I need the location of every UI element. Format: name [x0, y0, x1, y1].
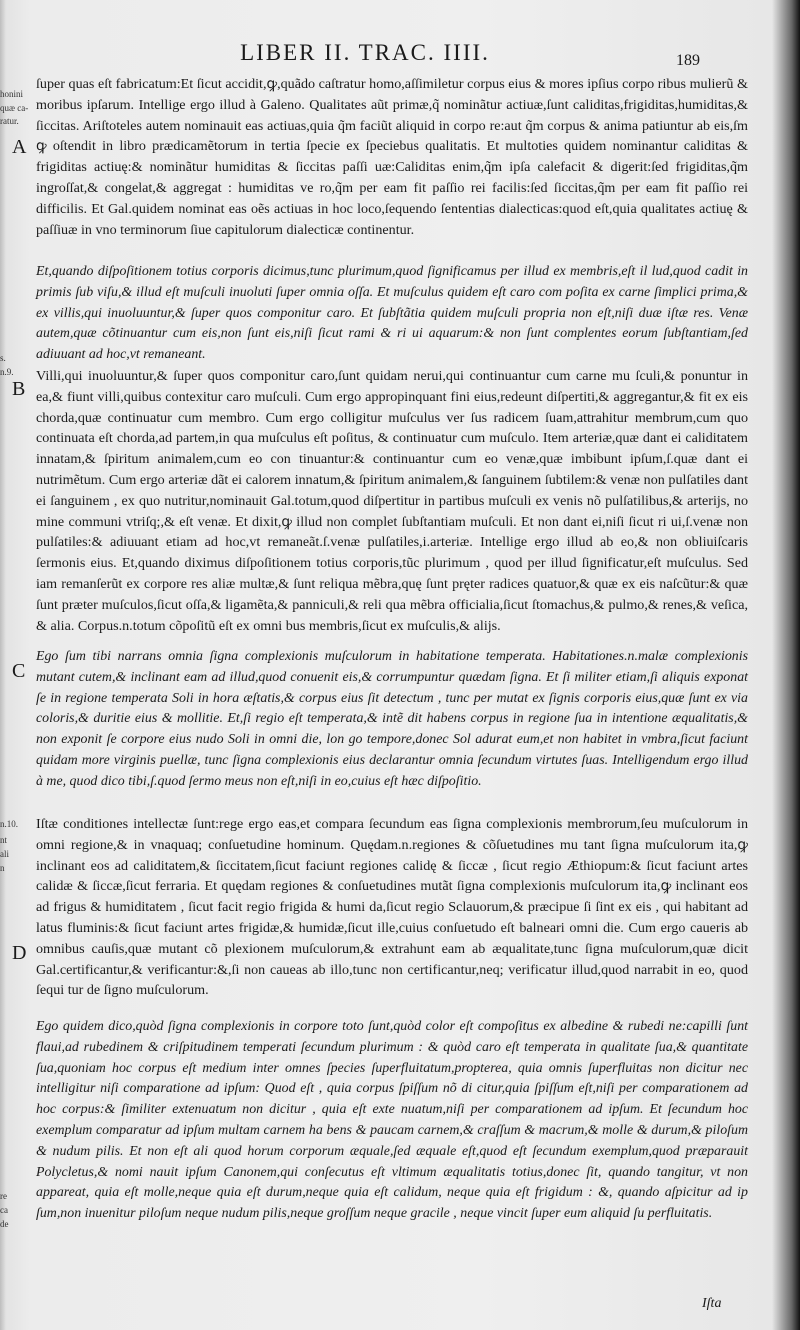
running-head: LIBER II. TRAC. IIII.	[240, 40, 490, 65]
page-number: 189	[676, 52, 700, 69]
margin-note: ali	[0, 849, 9, 859]
section-letter-d: D	[12, 942, 27, 964]
margin-note: ratur.	[0, 116, 19, 126]
paragraph-villi: Villi,qui inuoluuntur,& ſuper quos componitur caro,ſunt quidam nerui,qui continuantur cum carne mu ſculi,& ponuntur in ea,& fiunt villi,quibus contexitur caro muſculi. Cum ergo appropinquant fini eius,redeunt diſpertiti,& aggregantur,& fit ex eis chorda,quæ continuatur cum membro. Cum ergo colligitur muſculus ver ſus radicem ſuam,attrahitur membrum,cum quo continuata eſt chorda,ad partem,in qua muſculus eſt poſitus, & continuatur cum muſculo. Item arteriæ,quæ dant ei caliditatem innatam,& ſpiritum animalem,cum eo con tinuantur:& continuantur cum eo venæ,quæ imbibunt ipſum,ſ.quæ dant ei nutrimẽtum. Cum ergo arteriæ dãt ei calorem innatum,& ſpiritum animalem,& ſanguinem ſubtilem:& venæ non pulſatiles dant ei ſanguinem , ex quo nutritur,nominauit Gal.totum,quod diſpertitur in partibus muſculi ex venis nõ pulſatilibus,& arterijs, no mine communi vtriſq;,& eſt venæ. Et dixit,ꝙ illud non complet ſubſtantiam muſculi. Et non dant ei,niſi ſicut ri ui,ſ.venæ non pulſatiles:& adiuuant etiam ad hoc,vt remaneãt.ſ.venæ pulſatiles,i.arteriæ. Intellige ergo illud ab eo,& non obliuiſcaris ſermonis eius. Et,quando diximus diſpoſitionem totius corporis,tũc plurimum , quod per illud ſignificatur,eſt muſculus. Sed iam remanſerũt ex corpore res aliæ multæ,& ſunt reliqua mẽbra,quę ſunt pręter radices quatuor,& quæ ex eis naſcũtur:& quæ ſunt præter muſculos,ſicut oſſa,& ligamẽta,& panniculi,& reli qua mẽbra officialia,ſicut ſtomachus,& pulmo,& renes,& veſica, & alia. Corpus.n.totum cõpoſitũ eſt ex omni bus membris,ſicut ex muſculis,& alijs.	[36, 368, 748, 634]
margin-note: quæ ca-	[0, 103, 29, 113]
section-letter-b: B	[12, 378, 26, 400]
margin-note: ca	[0, 1205, 8, 1215]
margin-note: nt	[0, 835, 8, 845]
margin-note: honini	[0, 89, 24, 99]
margin-note: re	[0, 1191, 7, 1201]
paragraph-signs-complexion: Ego ſum tibi narrans omnia ſigna complexionis muſculorum in habitatione temperata. Habitationes.n.malæ complexionis mutant cutem,& inclinant eam ad illud,quod conuenit eis,& corrumpuntur quædam ſigna. Et ſi militer etiam,ſi aliquis exponat ſe in regione temperata Soli in hora æſtatis,& corpus eius ſit detectum , tunc per mutat ex ſignis corporis eius,quæ ſunt ex via coloris,& duritie eius & mollitie. Et,ſi regio eſt temperata,& intẽ dit habens corpus in regione ſua in intentione æqualitatis,& non exponit ſe corpore eius nudo Soli in omni die, lon go tempore,donec Sol adurat eum,et non habitet in vmbra,ſicut faciunt quidam more virginis puellæ, tunc ſigna complexionis eius declarantur omnia ſecundum virtutes ſuas. Intelligendum ergo illud à me, quod dico tibi,ſ.quod ſermo meus non eſt,niſi in eo,cuius eſt hæc diſpoſitio.	[36, 649, 748, 789]
paragraph-ego-dico: Ego quidem dico,quòd ſigna complexionis in corpore toto ſunt,quòd color eſt compoſitus ex albedine & rubedi ne:capilli ſunt flaui,ad rubedinem & criſpitudinem temperati ſecundum plurimum : & quòd caro eſt temperata in qualitate ſua,& quantitate ſua,quoniam hoc corpus eſt medium inter omnes ſpecies ſuperfluitatum,propterea, quia omnis ſuperfluitas non dicitur nec intelligitur niſi comparatione ad ipſum: Quod eſt , quia corpus ſpiſſum nõ di citur,quia ſpiſſum eſt,niſi per comparationem ad hoc corpus:& ſimiliter extenuatum non dicitur , quia eſt exte nuatum,niſi per comparationem ad ipſum. Et ſecundum hoc exemplum comparatur ad ipſum multam carnem ha bens & paucam carnem,& craſſum & macrum,& molle & durum,& piloſum & nudum pilis. Et non eſt ali quod horum corporum æquale,ſed æquale eſt,quod eſt ſecundum exemplum,quod præparauit Polycletus,& nomi nauit ipſum Canonem,qui conſecutus eſt vltimum æqualitatis totius,donec ſit, quando tangitur, vt non appareat, quia eſt molle,neque quia eſt durum,neque quia eſt calidum, neque quia eſt frigidum : &, quando aſpicitur ad ip ſum,non inuenitur piloſum neque nudum pilis,neque groſſum neque gracile , neque vincit ſuper eum aliquid ſu perfluitatis.	[36, 1019, 748, 1222]
margin-note: s.	[0, 353, 6, 363]
margin-note: n.10.	[0, 819, 18, 829]
margin-note: n.9.	[0, 367, 14, 377]
section-letter-a: A	[12, 136, 27, 158]
paragraph-conditions: Iſtæ conditiones intellectæ ſunt:rege ergo eas,et compara ſecundum eas ſigna complexionis membrorum,ſeu muſculorum in omni regione,& in vnaquaq; conſuetudine hominum. Quędam.n.regiones & cõſuetudines mu tant ſigna muſculorum ita,ꝙ inclinant eos ad caliditatem,& ſiccitatem,ſicut faciunt regiones calidę & ſiccæ , ſicut regio Æthiopum:& ſicut faciunt artes calidæ & ſiccæ,ſicut ferraria. Et quędam regiones & conſuetudines mutãt ſigna complexionis muſculorum ita,ꝙ inclinant eos ad frigus & humiditatem , ſicut facit regio frigida & humi da,ſicut regio Sclauorum,& præcipue ſi ſint ex eis , qui habitant ad latus fluminis:& ſicut faciunt artes frigidæ,& humidæ,ſicut ille,cuius conſuetudo eſt balneari omni die. Cum ergo caueris ab omnibus cauſis,quæ mutant cõ plexionem muſculorum,& extrahunt eam ab æqualitate,tunc ſigna muſculorum,quæ dicit Gal.certificantur,& verificantur:&,ſi non caueas ab illo,tunc non certificantur,neq; verificatur illud,quod narrabit in eo, quod ſequi tur de ſigno muſculorum.	[36, 816, 748, 999]
margin-note: de	[0, 1219, 9, 1229]
paragraph-disposition: Et,quando diſpoſitionem totius corporis dicimus,tunc plurimum,quod ſignificamus per illud ex membris,eſt il lud,quod cadit in primis ſub viſu,& illud eſt muſculi inuoluti ſuper omnia oſſa. Et muſculus quidem eſt caro com poſita ex carne ſimplici prima,& ex villis,qui inuoluuntur,& ſuper quos componitur caro. Et ſubſtãtia quidem muſculi propria non eſt,niſi duæ iſtæ res. Venæ autem,quæ cõtinuantur cum eis,non ſunt eis,niſi ſicut rami & ri ui aquarum:& non ſunt complentes eorum ſubſtantiam,ſed adiuuant ad hoc,vt remaneant.	[36, 264, 748, 363]
margin-note: n	[0, 863, 5, 873]
section-letter-c: C	[12, 660, 26, 682]
catchword: Iſta	[702, 1296, 722, 1311]
paragraph-qualities: ſuper quas eſt fabricatum:Et ſicut accidit,ꝙ,quãdo caſtratur homo,aſſimiletur corpus eius & mores ipſius corpo ribus mulierũ & moribus ipſarum. Intellige ergo illud à Galeno. Qualitates aũt primæ,q̃ nominãtur actiuæ,ſunt caliditas,frigiditas,humiditas,& ſiccitas. Ariſtoteles autem nominauit eas actiuas,quia q̃m faciũt aliquid in corpo re:aut q̃m corpus & anima patiuntur ab eis,ſm ꝙ oſtendit in libro prædicamẽtorum in tertia ſpecie ex ſpeciebus qualitatis. Et multoties quidem nominantur caliditas & frigiditas actiuę:& nominãtur humiditas & ſiccitas paſſi uæ:Caliditas enim,q̃m ipſa calefacit & digerit:ſed frigiditas,q̃m ingroſſat,& congelat,& aggregat : humiditas ve ro,q̃m per eam fit paſſio rei facilis:ſed ſiccitas,q̃m per eam fit paſſio rei difficilis. Et Gal.quidem nominat eas oẽs actiuas in hoc loco,ſequendo ſententias dialecticas:quod eſt,quia qualitates actiuę & paſſiuæ in vno terminorum ſiue capitulorum dialecticæ continentur.	[36, 76, 748, 238]
